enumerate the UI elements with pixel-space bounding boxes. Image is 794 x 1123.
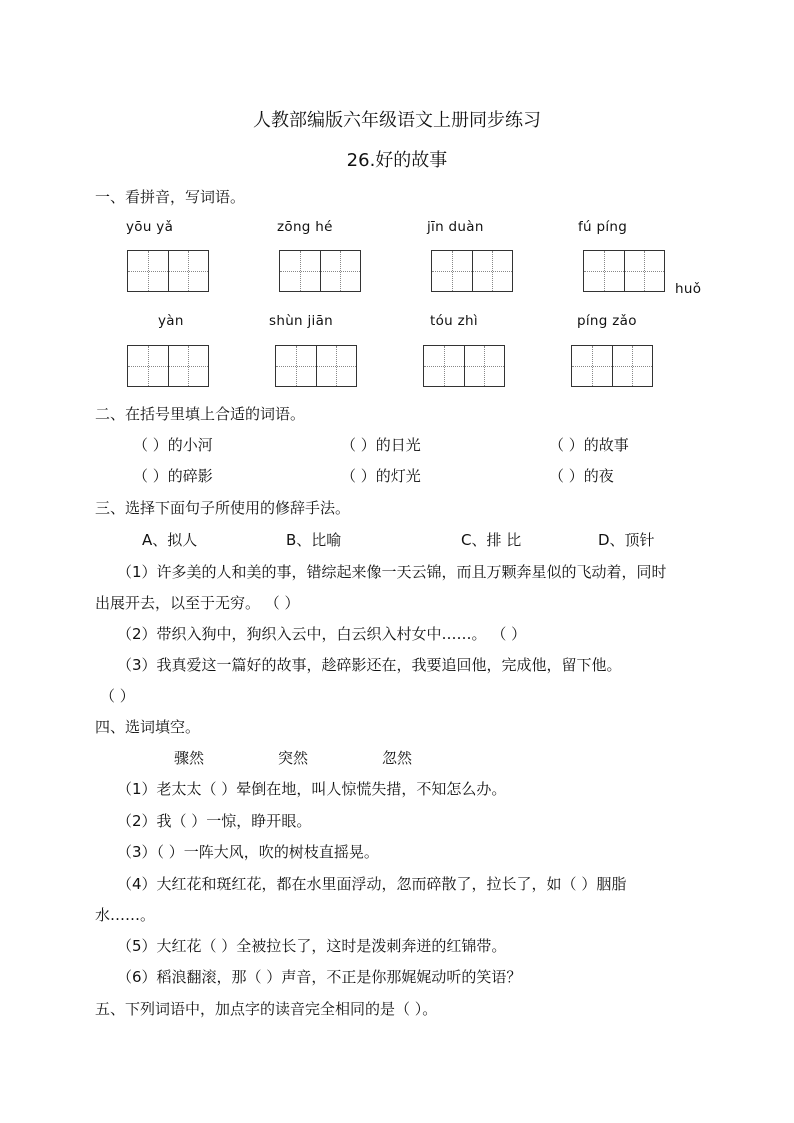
pinyin-label: zōng hé	[277, 219, 333, 235]
pinyin-label: yōu yǎ	[126, 219, 174, 235]
writing-grid[interactable]	[423, 345, 505, 387]
section-3-heading: 三、选择下面句子所使用的修辞手法。	[95, 499, 351, 517]
question-text: （2）带织入狗中，狗织入云中，白云织入村女中……。 （ ）	[117, 625, 527, 643]
question-text: （1）老太太（ ）晕倒在地，叫人惊慌失措，不知怎么办。	[117, 780, 507, 798]
pinyin-label: píng zǎo	[577, 313, 637, 329]
section-1-heading: 一、看拼音，写词语。	[95, 188, 246, 206]
question-text: 出展开去，以至于无穷。 （ ）	[95, 594, 300, 612]
fill-blank-item: （ ）的灯光	[341, 467, 421, 485]
option-b: B、比喻	[286, 531, 342, 549]
fill-blank-item: （ ）的小河	[133, 436, 213, 454]
option-a: A、拟人	[142, 531, 198, 549]
writing-grid[interactable]	[279, 250, 361, 292]
pinyin-label: yàn	[158, 313, 184, 329]
pinyin-label: fú píng	[578, 219, 628, 235]
writing-grid[interactable]	[583, 250, 665, 292]
page-subtitle: 26.好的故事	[346, 150, 448, 171]
fill-blank-item: （ ）的夜	[549, 467, 614, 485]
question-text: （5）大红花（ ）全被拉长了，这时是泼刺奔迸的红锦带。	[117, 937, 507, 955]
option-c: C、排 比	[461, 531, 522, 549]
writing-grid[interactable]	[571, 345, 653, 387]
fill-blank-item: （ ）的碎影	[133, 467, 213, 485]
writing-grid[interactable]	[127, 250, 209, 292]
writing-grid[interactable]	[127, 345, 209, 387]
question-text: （3）（ ）一阵大风，吹的树枝直摇晃。	[117, 843, 379, 861]
writing-grid[interactable]	[275, 345, 357, 387]
answer-blank: （ ）	[100, 687, 135, 705]
question-text: （4）大红花和斑红花，都在水里面浮动，忽而碎散了，拉长了，如（ ）胭脂	[117, 875, 627, 893]
pinyin-label: jīn duàn	[427, 219, 484, 235]
word-choice: 忽然	[382, 749, 413, 767]
section-4-heading: 四、选词填空。	[95, 718, 201, 736]
section-2-heading: 二、在括号里填上合适的词语。	[95, 405, 306, 423]
question-text: （3）我真爱这一篇好的故事，趁碎影还在，我要追回他，完成他，留下他。	[117, 656, 622, 674]
writing-grid[interactable]	[431, 250, 513, 292]
option-d: D、顶针	[598, 531, 655, 549]
pinyin-label: huǒ	[675, 281, 702, 297]
word-choice: 骤然	[174, 749, 205, 767]
page-title: 人教部编版六年级语文上册同步练习	[253, 110, 541, 131]
question-text: （1）许多美的人和美的事，错综起来像一天云锦，而且万颗奔星似的飞动着，同时	[117, 563, 667, 581]
question-text: （6）稻浪翻滚，那（ ）声音，不正是你那娓娓动听的笑语？	[117, 968, 522, 986]
question-text: （2）我（ ）一惊，睁开眼。	[117, 812, 312, 830]
fill-blank-item: （ ）的日光	[341, 436, 421, 454]
question-text: 水……。	[95, 906, 156, 924]
pinyin-label: shùn jiān	[269, 313, 334, 329]
fill-blank-item: （ ）的故事	[549, 436, 629, 454]
pinyin-label: tóu zhì	[430, 313, 478, 329]
word-choice: 突然	[278, 749, 309, 767]
section-5-heading: 五、下列词语中，加点字的读音完全相同的是（ ）。	[95, 1000, 438, 1018]
